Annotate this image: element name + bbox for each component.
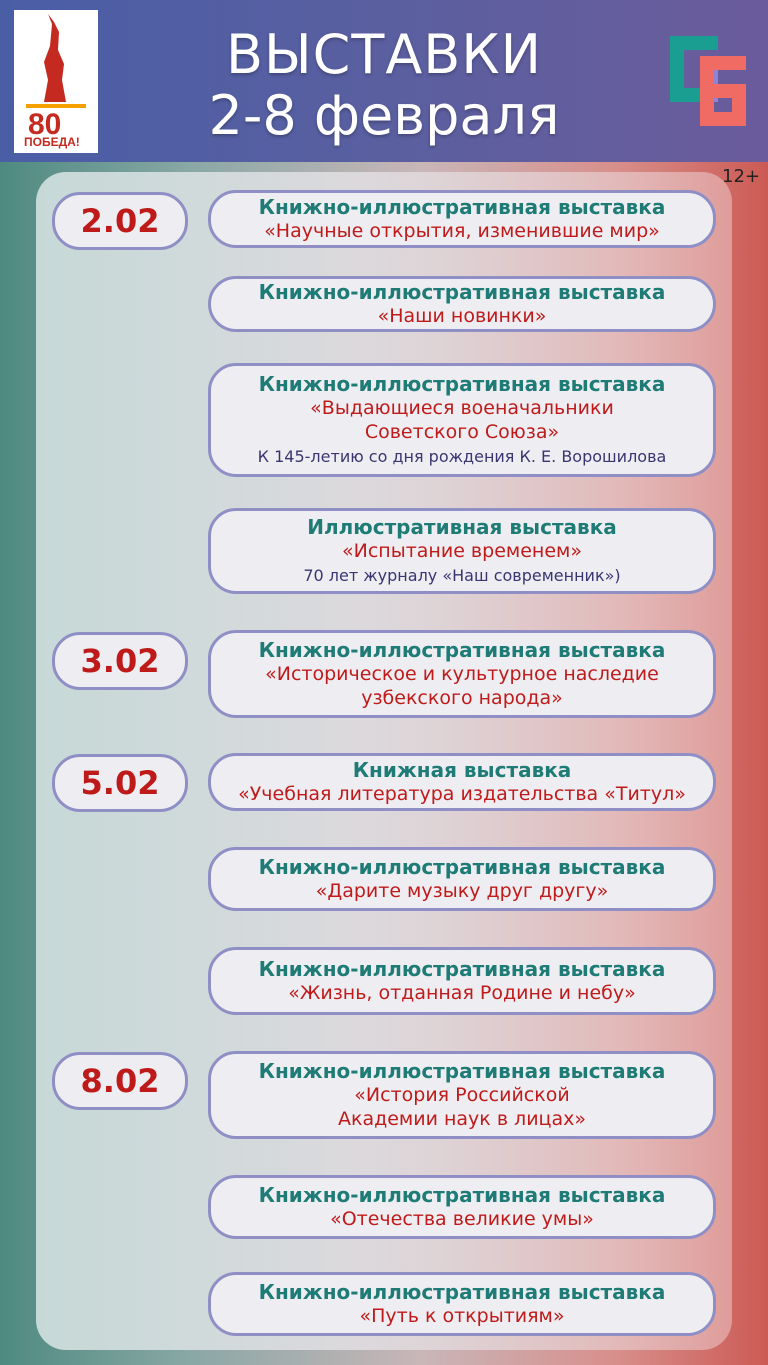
event-title: «Жизнь, отданная Родине и небу» — [288, 982, 636, 1004]
event-title: «Испытание временем» — [342, 540, 582, 562]
event-kind: Книжная выставка — [352, 758, 572, 782]
event-kind: Книжно-иллюстративная выставка — [258, 1059, 666, 1083]
date-badge: 3.02 — [52, 632, 188, 690]
event-note: 70 лет журналу «Наш современник») — [303, 566, 621, 585]
event-title: «Наши новинки» — [377, 305, 547, 327]
event-card — [208, 190, 716, 248]
event-card — [208, 630, 716, 718]
event-title: «Отечества великие умы» — [330, 1208, 594, 1230]
event-kind: Книжно-иллюстративная выставка — [258, 1183, 666, 1207]
event-kind: Книжно-иллюстративная выставка — [258, 957, 666, 981]
library-brand-icon — [666, 32, 750, 134]
page-title: ВЫСТАВКИ — [225, 23, 543, 86]
header-banner — [0, 0, 768, 162]
event-kind: Книжно-иллюстративная выставка — [258, 372, 666, 396]
event-card — [208, 1175, 716, 1239]
event-kind: Книжно-иллюстративная выставка — [258, 280, 666, 304]
event-card — [208, 1051, 716, 1139]
event-kind: Иллюстративная выставка — [307, 515, 617, 539]
event-title: «Выдающиеся военачальники Советского Союза» — [310, 397, 614, 443]
event-card — [208, 847, 716, 911]
event-card — [208, 508, 716, 594]
date-badge: 5.02 — [52, 754, 188, 812]
event-note: К 145-летию со дня рождения К. Е. Ворошилова — [257, 447, 667, 466]
logo-number: 80 — [28, 108, 62, 141]
event-card — [208, 753, 716, 811]
page-subtitle: 2-8 февраля — [208, 84, 560, 147]
event-card — [208, 947, 716, 1015]
date-badge: 2.02 — [52, 192, 188, 250]
event-title: «Научные открытия, изменившие мир» — [264, 220, 660, 242]
event-kind: Книжно-иллюстративная выставка — [258, 195, 666, 219]
age-rating: 12+ — [722, 166, 760, 187]
event-card — [208, 1272, 716, 1336]
event-kind: Книжно-иллюстративная выставка — [258, 855, 666, 879]
event-card — [208, 276, 716, 332]
logo-text: ПОБЕДА! — [24, 135, 80, 149]
event-title: «Учебная литература издательства «Титул» — [238, 783, 686, 805]
event-title: «Путь к открытиям» — [359, 1305, 565, 1327]
monument-icon — [44, 14, 66, 102]
date-badge: 8.02 — [52, 1052, 188, 1110]
event-title: «История Российской Академии наук в лицах» — [337, 1084, 586, 1130]
event-title: «Историческое и культурное наследие узбекского народа» — [265, 663, 659, 709]
victory-80-logo — [14, 10, 98, 153]
event-kind: Книжно-иллюстративная выставка — [258, 1280, 666, 1304]
event-card — [208, 363, 716, 477]
event-title: «Дарите музыку друг другу» — [315, 880, 609, 902]
event-kind: Книжно-иллюстративная выставка — [258, 638, 666, 662]
